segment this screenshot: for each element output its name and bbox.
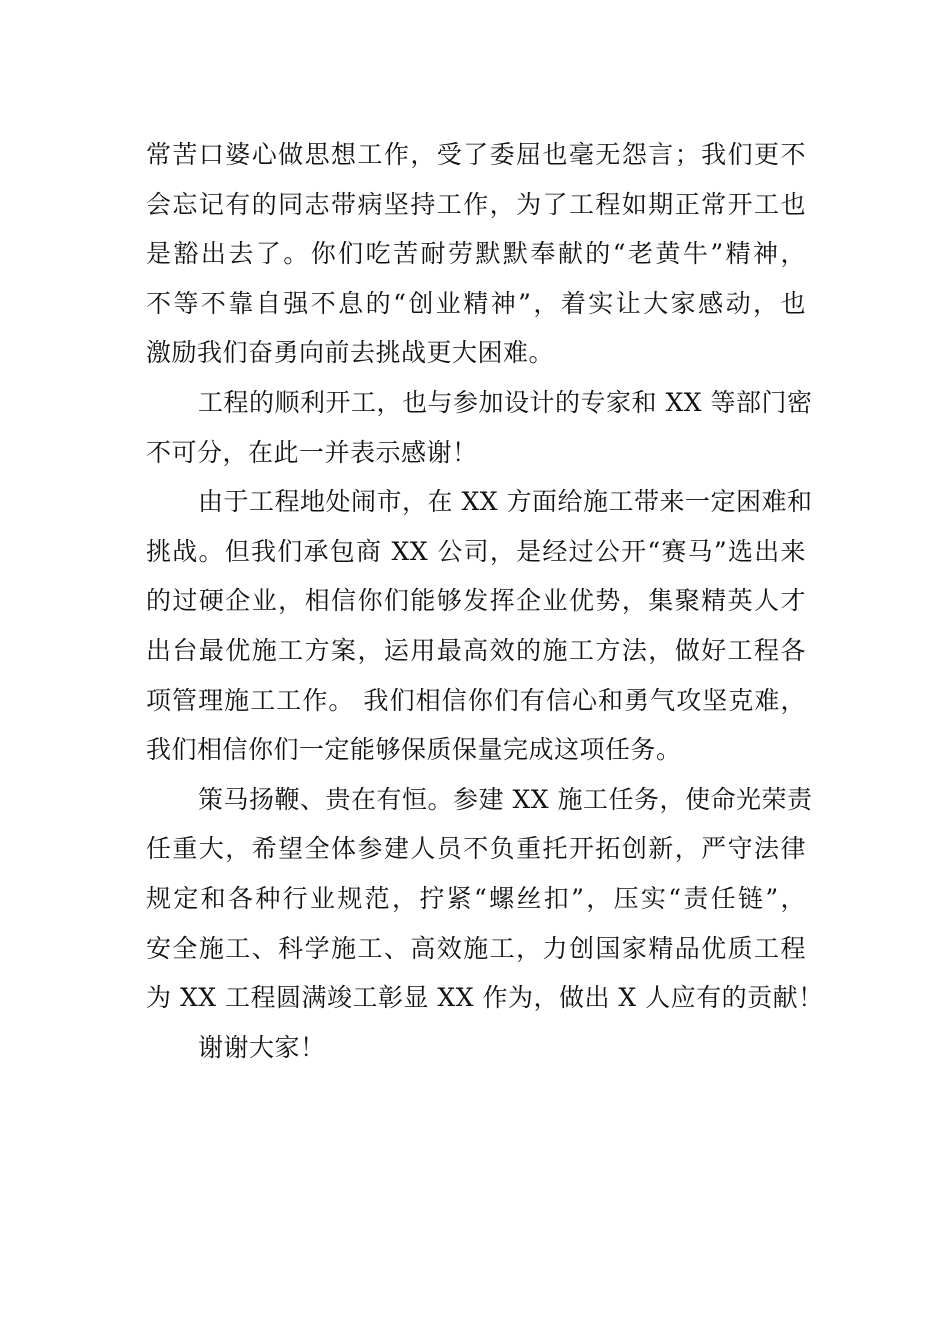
paragraph-4-line-4: 安全施工、科学施工、高效施工，力创国家精品优质工程 — [146, 933, 806, 963]
paragraph-4-line-3: 规定和各种行业规范，拧紧“螺丝扣”，压实“责任链”， — [146, 883, 806, 913]
paragraph-1-line-5: 激励我们奋勇向前去挑战更大困难。 — [146, 338, 555, 368]
paragraph-3-line-4: 出台最优施工方案，运用最高效的施工方法，做好工程各 — [146, 635, 806, 665]
paragraph-1-line-1: 常苦口婆心做思想工作，受了委屈也毫无怨言；我们更不 — [146, 140, 806, 169]
paragraph-3-line-3: 的过硬企业，相信你们能够发挥企业优势，集聚精英人才 — [146, 586, 806, 616]
paragraph-4-line-5: 为 XX 工程圆满竣工彰显 XX 作为，做出 X 人应有的贡献！ — [146, 983, 824, 1013]
paragraph-4-line-1: 策马扬鞭、贵在有恒。参建 XX 施工任务，使命光荣责 — [198, 784, 813, 814]
paragraph-1-line-2: 会忘记有的同志带病坚持工作，为了工程如期正常开工也 — [146, 189, 806, 219]
paragraph-3-line-5: 项管理施工工作。 我们相信你们有信心和勇气攻坚克难， — [146, 685, 806, 715]
paragraph-2-line-1: 工程的顺利开工，也与参加设计的专家和 XX 等部门密 — [198, 387, 813, 417]
document-body — [146, 130, 824, 1072]
paragraph-2-line-2: 不可分，在此一并表示感谢！ — [146, 437, 478, 467]
paragraph-3-line-2: 挑战。但我们承包商 XX 公司，是经过公开“赛马”选出来 — [146, 536, 806, 566]
paragraph-5-line-1: 谢谢大家！ — [198, 1032, 326, 1062]
paragraph-3-line-6: 我们相信你们一定能够保质保量完成这项任务。 — [146, 735, 682, 765]
paragraph-4-line-2: 任重大，希望全体参建人员不负重托开拓创新，严守法律 — [146, 834, 806, 864]
paragraph-1-line-4: 不等不靠自强不息的“创业精神”，着实让大家感动，也 — [146, 288, 806, 318]
paragraph-1-line-3: 是豁出去了。你们吃苦耐劳默默奉献的“老黄牛”精神， — [146, 239, 806, 269]
paragraph-3-line-1: 由于工程地处闹市，在 XX 方面给施工带来一定困难和 — [198, 487, 813, 517]
